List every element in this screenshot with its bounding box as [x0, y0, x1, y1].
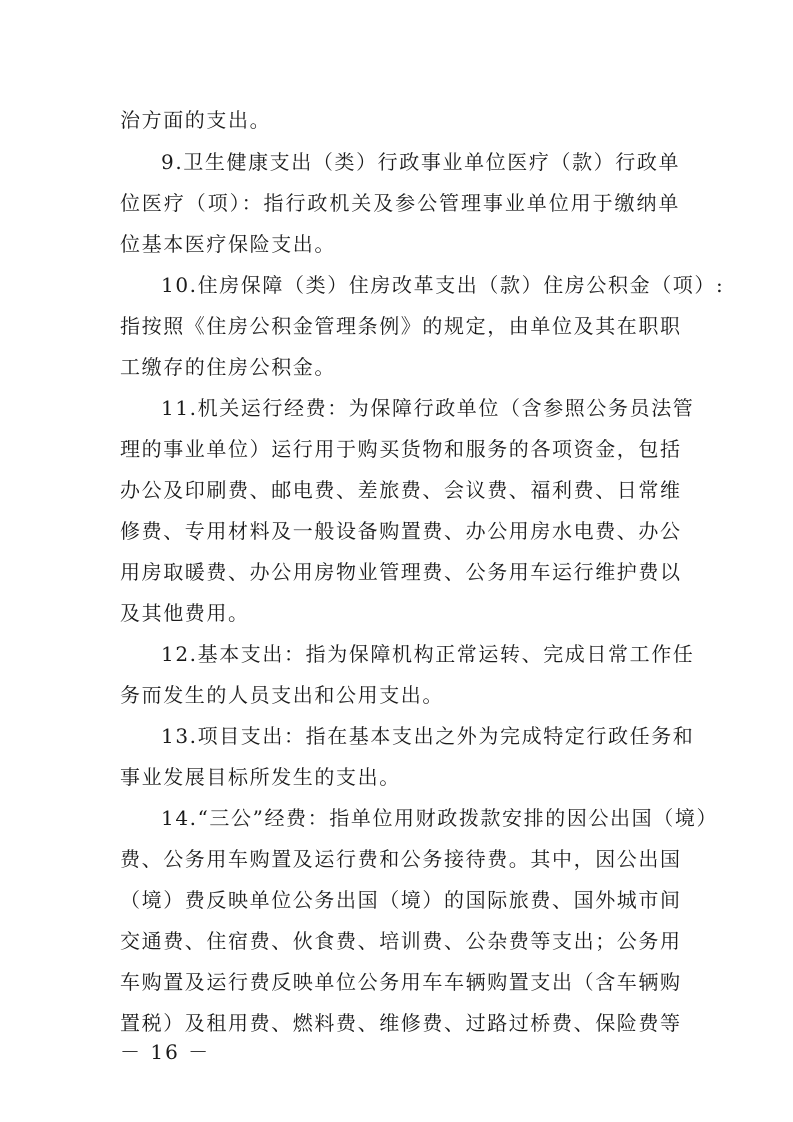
text-line: （境）费反映单位公务出国（境）的国际旅费、国外城市间 [120, 888, 682, 912]
paragraph-first-line: 9.卫生健康支出（类）行政事业单位医疗（款）行政单 [161, 150, 681, 174]
paragraph-first-line: 11.机关运行经费：为保障行政单位（含参照公务员法管 [161, 396, 695, 420]
text-line: 修费、专用材料及一般设备购置费、办公用房水电费、办公 [120, 519, 682, 543]
paragraph-first-line: 10.住房保障（类）住房改革支出（款）住房公积金（项）: [161, 273, 725, 297]
text-line: 治方面的支出。 [120, 108, 272, 132]
text-line: 工缴存的住房公积金。 [120, 355, 336, 379]
text-line: 位医疗（项）：指行政机关及参公管理事业单位用于缴纳单 [120, 191, 680, 215]
text-line: 置税）及租用费、燃料费、维修费、过路过桥费、保险费等 [120, 1011, 682, 1035]
text-line: 办公及印刷费、邮电费、差旅费、会议费、福利费、日常维 [120, 478, 682, 502]
text-line: 及其他费用。 [120, 601, 250, 625]
text-line: 事业发展目标所发生的支出。 [120, 765, 401, 789]
page-number: － 16 － [120, 1040, 211, 1064]
paragraph-first-line: 12.基本支出：指为保障机构正常运转、完成日常工作任 [161, 642, 695, 666]
text-line: 用房取暖费、办公用房物业管理费、公务用车运行维护费以 [120, 560, 682, 584]
text-line: 车购置及运行费反映单位公务用车车辆购置支出（含车辆购 [120, 970, 682, 994]
text-line: 位基本医疗保险支出。 [120, 232, 336, 256]
paragraph-first-line: 13.项目支出：指在基本支出之外为完成特定行政任务和 [161, 724, 695, 748]
text-line: 指按照《住房公积金管理条例》的规定，由单位及其在职职 [120, 314, 682, 338]
text-line: 理的事业单位）运行用于购买货物和服务的各项资金，包括 [120, 437, 682, 461]
text-line: 务而发生的人员支出和公用支出。 [120, 683, 444, 707]
text-line: 交通费、住宿费、伙食费、培训费、公杂费等支出；公务用 [120, 929, 682, 953]
paragraph-first-line: 14.“三公”经费：指单位用财政拨款安排的因公出国（境） [161, 806, 719, 830]
text-line: 费、公务用车购置及运行费和公务接待费。其中，因公出国 [120, 847, 682, 871]
